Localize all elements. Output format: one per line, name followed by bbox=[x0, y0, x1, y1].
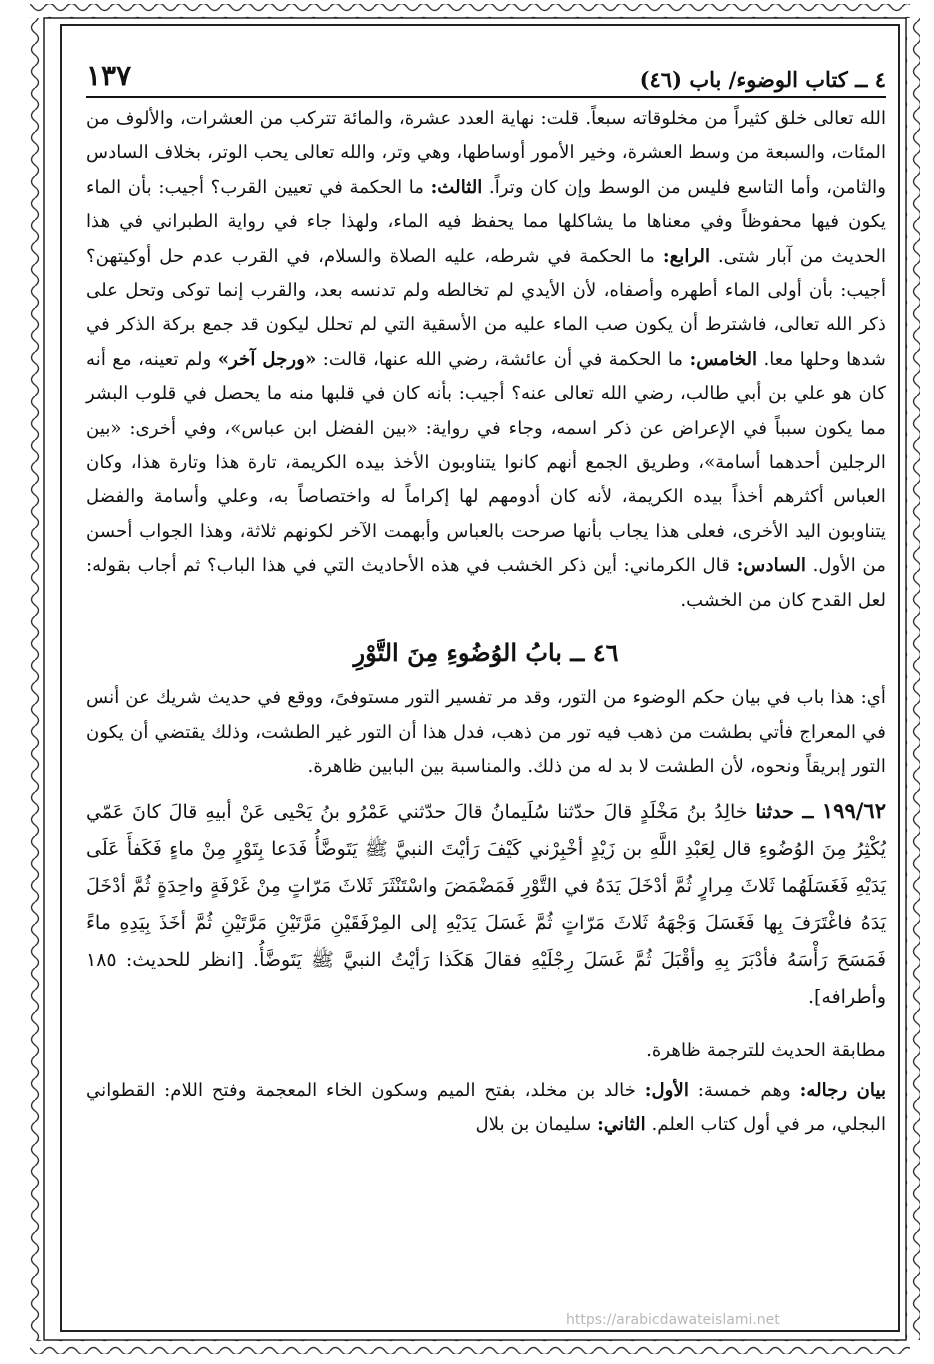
hadith-haddathana: ــ حدثنا bbox=[755, 801, 822, 824]
fifth-point-label: الخامس: bbox=[689, 348, 758, 370]
fourth-point-label: الرابع: bbox=[662, 245, 711, 267]
narrators-intro: وهم خمسة: bbox=[688, 1080, 800, 1102]
conclusion-line: مطابقة الحديث للترجمة ظاهرة. bbox=[646, 1040, 886, 1062]
book-page bbox=[86, 56, 886, 1326]
chapter-title: ٤٦ ــ بابُ الوُضُوءِ مِنَ التَّوْرِ bbox=[353, 638, 619, 668]
commentary-opening: الله تعالى خلق كثيراً من مخلوقاته سبعاً. قلت: نهاية العدد عشرة، والمائة تتركب من العشرات، والألوف من المئات، والسبعة من وسط العشرة، وخير الأمور أوساطها، وهي وتر، والله تعالى يحب الوتر، بخلاف السادس والثامن، وأما التاسع فليس من الوسط وإن كان وتراً. bbox=[86, 108, 886, 198]
fifth-point-text-b: ولم تعينه، مع أنه كان هو علي بن أبي طالب، رضي الله تعالى عنه؟ أجيب: بأنه كان في قلبها منه ما يحصل في قلوب البشر مما يكون سبباً في الإعراض عن ذكر اسمه، وجاء في رواية: «بين الفضل ابن عباس»، وفي أخرى: «بين الرجلين أحدهما أسامة»، وطريق الجمع أنهم كانوا يتناوبون الأخذ بيده الكريمة، تارة هذا وتارة هذا، وكان العباس أكثرهم أخذاً بيده الكريمة، لأنه كان أدومهم لها إكراماً له واختصاصاً به، وعلي وأسامة والفضل يتناوبون اليد الأخرى، فعلى هذا يجاب بأنها صرحت بالعباس وأبهمت الآخر لكونهم ثلاثة، وهذا الجواب أحسن من الأول. bbox=[86, 348, 887, 577]
fifth-point-text-a: ما الحكمة في أن عائشة، رضي الله عنها، قالت: bbox=[316, 348, 690, 370]
hadith-block bbox=[86, 792, 886, 1016]
hadith-text: خالِدُ بنُ مَخْلَدٍ قالَ حدّثنا سُلَيمانُ قالَ حدّثني عَمْرُو بنُ يَحْيى عَنْ أبيهِ قالَ كانَ عَمّي يُكْثِرُ مِنَ الوُضُوءِ قال لِعَبْدِ اللَّهِ بن زَيْدٍ أخْبِرْني كَيْفَ رَأيْتَ النبيَّ ﷺ يَتَوضَّأُ فَدَعا بِتَوْرٍ مِنْ ماءٍ فَكَفأَ عَلَى يَدَيْهِ فَغَسَلَهُما ثَلاثَ مِرارٍ ثُمَّ أدْخَلَ يَدَهُ في التَّوْرِ فَمَضْمَضَ واسْتَنْثَرَ ثَلاثَ مَرّاتٍ مِنْ غَرْفَةٍ واحِدَةٍ ثُمَّ أدْخَلَ يَدَهُ فاغْتَرَفَ بِها فَغَسَلَ وَجْهَهُ ثَلاثَ مَرّاتٍ ثُمَّ غَسَلَ يَدَيْهِ إلى المِرْفَقَيْنِ مَرَّتَيْنِ مَرَّتَيْنِ ثُمَّ أخَذَ بِيَدِهِ ماءً فَمَسَحَ رَأْسَهُ فأدْبَرَ بِهِ وأقْبَلَ ثُمَّ غَسَلَ رِجْلَيْهِ فقالَ هَكَذا رَأيْتُ النبيَّ ﷺ يَتَوضَّأُ. bbox=[86, 801, 886, 972]
running-title: ٤ ــ كتاب الوضوء/ باب (٤٦) bbox=[639, 67, 886, 92]
chapter-intro: أي: هذا باب في بيان حكم الوضوء من التور، وقد مر تفسير التور مستوفىً، ووقع في حديث شريك عن أنس في المعراج فأتي بطشت من ذهب فيه تور من ذهب، فدل هذا أن التور غير الطشت، وذلك يقتضي أن يكون التور إبريقاً ونحوه، لأن الطشت لا بد له من ذلك. والمناسبة بين البابين ظاهرة. bbox=[86, 687, 886, 777]
third-point-label: الثالث: bbox=[430, 176, 483, 198]
sixth-point-text: قال الكرماني: أين ذكر الخشب في هذه الأحاديث التي في هذا الباب؟ ثم أجاب بقوله: لعل القدح كان من الخشب. bbox=[86, 555, 886, 611]
page-header bbox=[86, 56, 886, 98]
page-number: ١٣٧ bbox=[86, 59, 132, 92]
second-narrator-label: الثاني: bbox=[597, 1114, 646, 1136]
first-narrator-label: الأول: bbox=[644, 1080, 689, 1102]
fourth-point-text: ما الحكمة في شرطه، عليه الصلاة والسلام، في القرب عدم حل أوكيتهن؟ أجيب: بأن أولى الماء أطهره وأصفاه، لأن الأيدي لم تخالطه ولم تدنسه بعد، والقرب إنما توكى وتحل على ذكر الله تعالى، فاشترط أن يكون صب الماء عليه من الأسقية التي لم تحلل ليكون قد جمع بركة الذكر في شدها وحلها معا. bbox=[86, 245, 886, 370]
commentary-block bbox=[86, 102, 886, 618]
sixth-point-label: السادس: bbox=[736, 555, 806, 577]
narrators-block bbox=[86, 1074, 886, 1142]
first-narrator-text: خالد بن مخلد، بفتح الميم وسكون الخاء المعجمة وفتح اللام: القطواني البجلي، مر في أول كتاب العلم. bbox=[86, 1080, 886, 1136]
second-narrator-text: سليمان بن بلال bbox=[475, 1114, 598, 1136]
hadith-reference: [انظر للحديث: ١٨٥ وأطرافه]. bbox=[86, 949, 886, 1009]
watermark-url: https://arabicdawateislami.net bbox=[566, 1312, 780, 1328]
third-point-text: ما الحكمة في تعيين القرب؟ أجيب: بأن الماء يكون فيها محفوظاً وفي معناها ما يشاكلها مما يحفظ فيه الماء، ولهذا جاء في رواية الطبراني في هذا الحديث من آبار شتى. bbox=[86, 176, 886, 267]
fifth-point-quote: «ورجل آخر» bbox=[217, 348, 317, 370]
hadith-number: ١٩٩/٦٢ bbox=[821, 798, 886, 824]
narrators-label: بيان رجاله: bbox=[799, 1080, 887, 1102]
